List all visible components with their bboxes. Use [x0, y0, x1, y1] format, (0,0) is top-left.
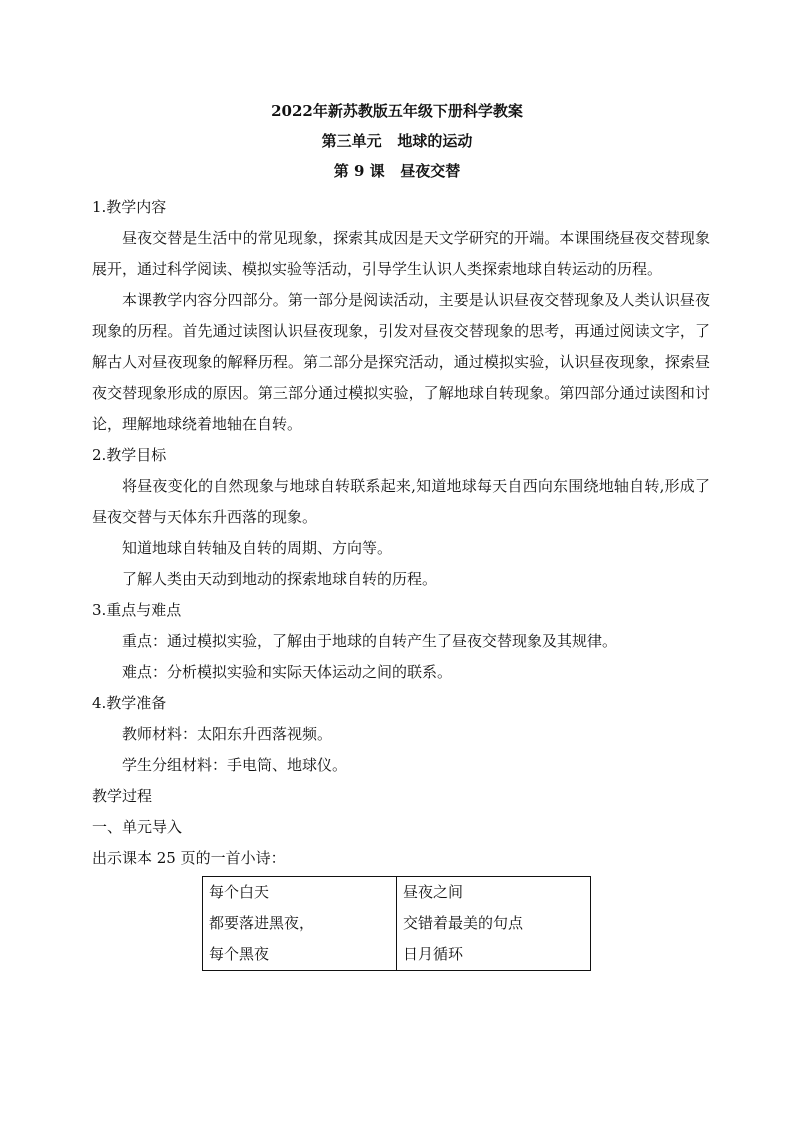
poem-line: 交错着最美的句点 [403, 914, 524, 932]
title-block [0, 96, 794, 186]
poem-line: 每个白天 [209, 883, 270, 901]
poem-line: 每个黑夜 [209, 945, 270, 963]
poem-line: 昼夜之间 [403, 883, 464, 901]
paragraph: 重点：通过模拟实验，了解由于地球的自转产生了昼夜交替现象及其规律。 [122, 632, 618, 650]
section-heading-process: 教学过程 [92, 787, 153, 805]
section-heading-objectives: 2.教学目标 [92, 446, 167, 464]
paragraph: 学生分组材料：手电筒、地球仪。 [122, 756, 348, 774]
poem-line: 都要落进黑夜， [209, 914, 315, 932]
paragraph: 难点：分析模拟实验和实际天体运动之间的联系。 [122, 663, 453, 681]
paragraph: 将昼夜变化的自然现象与地球自转联系起来,知道地球每天自西向东围绕地轴自转,形成了昼夜交替与天体东升西落的现象。 [92, 477, 710, 526]
section-heading-content: 1.教学内容 [92, 198, 167, 216]
document-title: 2022年新苏教版五年级下册科学教案 [271, 102, 523, 120]
subsection-heading: 一、单元导入 [92, 818, 183, 836]
paragraph: 知道地球自转轴及自转的周期、方向等。 [122, 539, 393, 557]
paragraph: 昼夜交替是生活中的常见现象，探索其成因是天文学研究的开端。本课围绕昼夜交替现象展开，通过科学阅读、模拟实验等活动，引导学生认识人类探索地球自转运动的历程。 [92, 229, 710, 278]
poem-right-cell [397, 877, 591, 971]
poem-line: 日月循环 [403, 945, 464, 963]
paragraph: 本课教学内容分四部分。第一部分是阅读活动，主要是认识昼夜交替现象及人类认识昼夜现象的历程。首先通过读图认识昼夜现象，引发对昼夜交替现象的思考，再通过阅读文字，了解古人对昼夜现象的解释历程。第二部分是探究活动，通过模拟实验，认识昼夜现象，探索昼夜交替现象形成的原因。第三部分通过模拟实验，了解地球自转现象。第四部分通过读图和讨论，理解地球绕着地轴在自转。 [92, 291, 710, 433]
paragraph: 教师材料：太阳东升西落视频。 [122, 725, 333, 743]
paragraph: 了解人类由天动到地动的探索地球自转的历程。 [122, 570, 438, 588]
poem-left-cell [203, 877, 397, 971]
section-heading-preparation: 4.教学准备 [92, 694, 167, 712]
unit-title: 第三单元 地球的运动 [321, 132, 473, 150]
poem-table-wrap [202, 876, 710, 971]
lesson-title: 第 9 课 昼夜交替 [333, 162, 461, 180]
poem-table [202, 876, 591, 971]
document-body [92, 192, 710, 971]
section-heading-key-points: 3.重点与难点 [92, 601, 182, 619]
poem-intro: 出示课本 25 页的一首小诗： [92, 849, 286, 867]
